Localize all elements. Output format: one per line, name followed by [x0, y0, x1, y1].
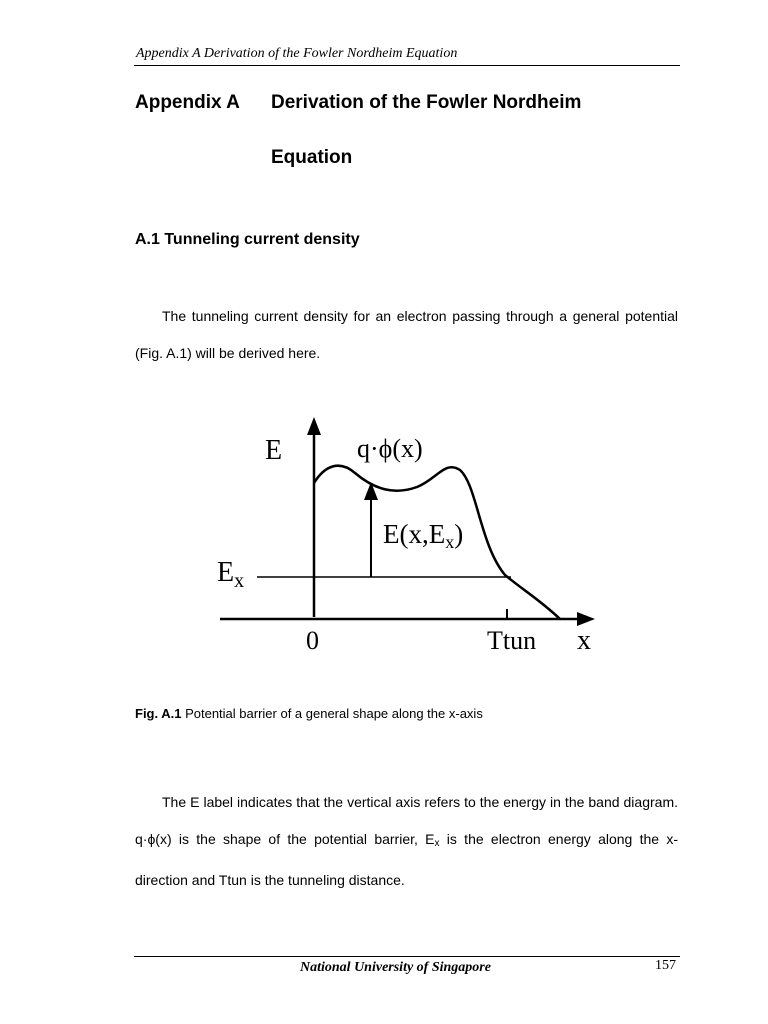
- label-zero: 0: [306, 626, 319, 655]
- header-rule: [134, 65, 680, 66]
- explanation-part2: is the electron energy along the x-direction and Ttun is the tunneling distance.: [135, 831, 678, 888]
- label-energy: [383, 519, 463, 552]
- y-axis-arrow: [307, 417, 321, 435]
- label-ttun: Ttun: [487, 626, 537, 655]
- potential-barrier-figure: [205, 405, 615, 665]
- label-ex-sub: x: [234, 570, 245, 592]
- label-energy-sub: x: [445, 532, 455, 552]
- caption-text: Potential barrier of a general shape along the x-axis: [181, 706, 483, 721]
- running-header: Appendix A Derivation of the Fowler Nordheim Equation: [136, 46, 458, 61]
- footer-institution: National University of Singapore: [300, 960, 491, 975]
- appendix-title-text: Derivation of the Fowler Nordheim Equation: [271, 92, 582, 168]
- caption-label: Fig. A.1: [135, 706, 182, 721]
- intro-paragraph: The tunneling current density for an electron passing through a general potential (Fig. A.1) will be derived here.: [135, 308, 678, 361]
- label-x-axis: x: [577, 625, 591, 656]
- explanation-part1: The E label indicates that the vertical axis refers to the energy in the band diagram. q·ϕ(x) is the shape of the potential barrier, E: [135, 794, 678, 847]
- page-number: 157: [655, 958, 676, 973]
- label-e-axis: E: [265, 435, 283, 466]
- footer-rule: [134, 956, 680, 957]
- energy-arrow-head: [364, 482, 378, 500]
- label-ex-main: E: [217, 557, 235, 588]
- explanation-sub: x: [434, 838, 440, 849]
- x-axis-arrow: [577, 612, 595, 626]
- explanation-paragraph: [135, 784, 678, 899]
- label-energy-close: ): [454, 519, 464, 549]
- appendix-label: Appendix A: [135, 92, 240, 113]
- appendix-title: [135, 92, 651, 185]
- label-energy-main: E(x,E: [383, 519, 446, 549]
- section-heading: A.1 Tunneling current density: [135, 231, 360, 248]
- label-ex: [217, 557, 244, 592]
- label-potential: [357, 434, 423, 463]
- label-potential-text: q·ϕ(x): [357, 434, 423, 463]
- figure-caption: [135, 706, 483, 721]
